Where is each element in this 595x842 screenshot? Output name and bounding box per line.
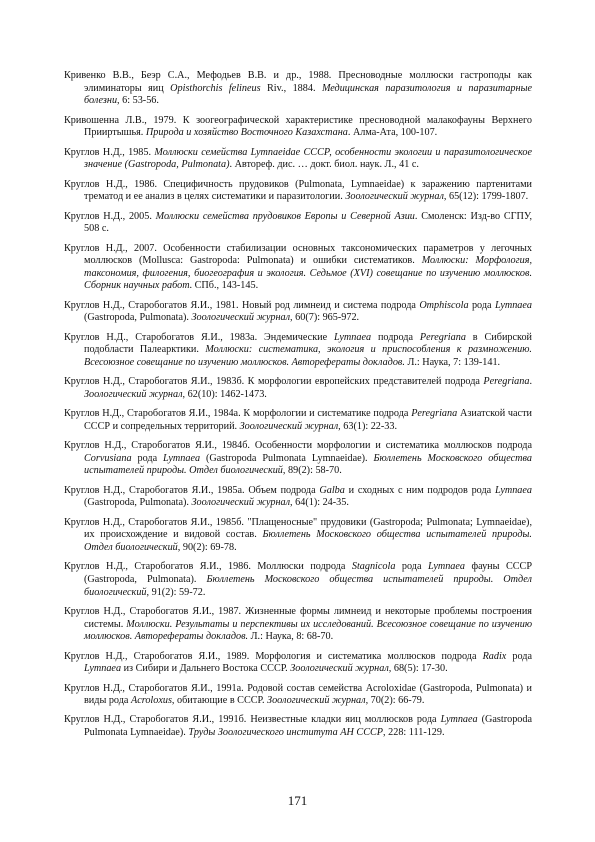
reference-italic-text: Acroloxus: [130, 695, 172, 707]
reference-text: , 89(2): 58-70.: [282, 465, 342, 477]
reference-entry: [64, 440, 532, 478]
reference-italic-text: Моллюски. Результаты и перспективы их исследований. Всесоюзное совещание по изучению моллюсков. Авторефераты докладов.: [84, 618, 533, 643]
reference-entry: [64, 70, 532, 108]
reference-entry: [64, 683, 532, 708]
reference-entry: [64, 243, 532, 293]
reference-text: из Сибири и Дальнего Востока СССР.: [121, 663, 291, 675]
reference-text: Круглов Н.Д., Старобогатов Я.И., 1991а. Родовой состав семейства Acroloxidae (Gastropoda, Pulmonata) и виды рода: [64, 682, 532, 707]
reference-text: Круглов Н.Д., Старобогатов Я.И., 1981. Новый род лимнеид и система подрода: [64, 299, 420, 311]
reference-text: Круглов Н.Д., Старобогатов Я.И., 1989. Морфология и систематика моллюсков подрода: [64, 650, 483, 662]
reference-text: в Сибирской подобласти Палеарктики.: [84, 331, 532, 356]
reference-entry: [64, 211, 532, 236]
reference-italic-text: Lymnaea: [334, 331, 372, 343]
reference-italic-text: Lymnaea: [84, 663, 122, 675]
reference-entry: [64, 606, 532, 644]
reference-entry: [64, 517, 532, 555]
reference-text: (Gastropoda, Pulmonata).: [84, 312, 192, 324]
reference-italic-text: Моллюски семейства прудовиков Европы и Северной Азии: [155, 210, 415, 222]
reference-entry: [64, 115, 532, 140]
reference-italic-text: Зоологический журнал,: [239, 420, 341, 432]
reference-entry: [64, 147, 532, 172]
reference-italic-text: Lymnaea: [440, 714, 478, 726]
reference-text: , 65(12): 1799-1807.: [443, 191, 529, 203]
reference-text: . Алма-Ата, 100-107.: [347, 127, 438, 139]
reference-text: рода: [131, 452, 164, 464]
page-number: 171: [287, 793, 308, 808]
reference-text: . Смоленск: Изд-во СГПУ, 508 с.: [84, 210, 532, 235]
reference-text: Круглов Н.Д., 2005.: [64, 210, 156, 222]
reference-text: фауны СССР (Gastropoda, Pulmonata).: [84, 561, 533, 585]
reference-italic-text: Lymnaea: [494, 299, 532, 311]
reference-italic-text: Lymnaea: [163, 452, 201, 464]
reference-entry: [64, 485, 532, 510]
reference-italic-text: Зоологический журнал,: [191, 312, 293, 324]
reference-italic-text: Бюллетень Московского общества испытателей природы. Отдел биологический: [84, 573, 532, 598]
reference-text: , 6: 53-56.: [117, 95, 159, 107]
reference-entry: [64, 714, 532, 739]
reference-text: Кривенко В.В., Беэр С.А., Мефодьев В.В. и др., 1988. Пресноводные моллюски гастроподы как элиминаторы яиц: [64, 70, 532, 94]
reference-text: Круглов Н.Д., Старобогатов Я.И., 1987. Жизненные формы лимнеид и некоторые проблемы построения системы.: [64, 605, 532, 630]
reference-italic-text: Моллюски: систематика, экология и приспособления к размножению. Всесоюзное совещание по изучению моллюсков. Авторефераты докладов.: [84, 344, 532, 368]
reference-entry: [64, 332, 532, 370]
reference-italic-text: Peregriana: [419, 331, 466, 343]
reference-text: Азиатской части СССР и сопредельных территорий.: [84, 408, 532, 432]
reference-text: . Автореф. дис. … докт. биол. наук. Л., 41 с.: [229, 159, 419, 171]
reference-text: Круглов Н.Д., Старобогатов Я.И., 1983а. Эндемические: [64, 331, 335, 343]
reference-italic-text: Медицинская паразитология и паразитарные болезни: [84, 82, 532, 107]
reference-text: Круглов Н.Д., Старобогатов Я.И., 1984б. Особенности морфологии и систематика моллюсков подрода: [64, 440, 532, 452]
reference-text: , обитающие в СССР.: [171, 695, 268, 707]
reference-text: Круглов Н.Д., 2007. Особенности стабилизации основных таксономических параметров у легочных моллюсков (Mollusca: Gastropoda: Pulmonata) и ошибки систематиков.: [64, 242, 532, 267]
reference-italic-text: Зоологический журнал: [345, 191, 444, 203]
reference-italic-text: Lymnaea: [427, 561, 466, 573]
reference-italic-text: Corvusiana: [84, 452, 132, 464]
reference-italic-text: Бюллетень Московского общества испытателей природы. Отдел биологический: [84, 452, 532, 477]
reference-italic-text: Opisthorchis felineus: [170, 82, 261, 94]
reference-italic-text: Radix: [482, 650, 507, 662]
reference-text: 63(1): 22-33.: [340, 420, 398, 432]
reference-text: Riv., 1884.: [260, 82, 322, 94]
reference-text: 68(5): 17-30.: [391, 663, 448, 675]
reference-italic-text: Бюллетень Московского общества испытателей природы. Отдел биологический: [84, 529, 532, 553]
reference-italic-text: Omphiscola: [419, 299, 469, 311]
reference-italic-text: Lymnaea: [494, 484, 532, 496]
reference-italic-text: Моллюски: Морфология, таксономия, филогения, биогеография и экология. Седьмое (XVI) совещание по изучению моллюсков. Сборник научных работ: [84, 255, 532, 292]
reference-italic-text: Природа и хозяйство Восточного Казахстана: [145, 127, 348, 139]
reference-text: и сходных с ним подродов рода: [344, 484, 495, 496]
reference-text: , 62(10): 1462-1473.: [182, 388, 267, 400]
reference-entry: [64, 376, 532, 401]
reference-entry: [64, 651, 532, 676]
reference-text: рода: [468, 299, 495, 311]
reference-italic-text: Моллюски семейства Lymnaeidae СССР, особенности экологии и паразитологическое значение (Gastropoda, Pulmonata): [84, 146, 532, 171]
reference-italic-text: Зоологический журнал,: [290, 663, 392, 675]
reference-text: Л.: Наука, 7: 139-141.: [404, 356, 501, 368]
reference-italic-text: Stagnicola: [351, 561, 396, 573]
reference-text: (Gastropoda Pulmonata Lymnaeidae).: [200, 452, 374, 464]
reference-text: Круглов Н.Д., Старобогатов Я.И., 1985б. "Плащеносные" прудовики (Gastropoda; Pulmonata; Lymnaeidae), их происхождение и видовой состав.: [64, 516, 532, 541]
reference-italic-text: Peregriana: [411, 408, 458, 420]
reference-entry: [64, 179, 532, 204]
reference-text: (Gastropoda, Pulmonata).: [84, 497, 192, 509]
reference-text: рода: [506, 650, 532, 662]
reference-text: Круглов Н.Д., Старобогатов Я.И., 1991б. Неизвестные кладки яиц моллюсков рода: [64, 714, 441, 726]
reference-text: (Gastropoda Pulmonata Lymnaeidae).: [84, 714, 533, 739]
reference-text: 70(2): 66-79.: [368, 695, 425, 707]
reference-italic-text: Зоологический журнал: [84, 388, 183, 400]
reference-italic-text: Peregriana: [483, 376, 530, 388]
reference-entry: [64, 300, 532, 325]
reference-text: подрода: [371, 331, 420, 343]
reference-text: Круглов Н.Д., Старобогатов Я.И., 1986. Моллюски подрода: [64, 561, 352, 573]
reference-text: 64(1): 24-35.: [292, 497, 349, 509]
reference-text: . СПб., 143-145.: [189, 280, 259, 292]
reference-text: Л.: Наука, 8: 68-70.: [248, 631, 334, 643]
reference-italic-text: Galba: [319, 484, 345, 496]
reference-text: Круглов Н.Д., 1986. Специфичность прудовиков (Pulmonata, Lymnaeidae) к заражению партенитами трематод и ее анализ в целях систематики и паразитологии.: [64, 178, 532, 203]
reference-entry: [64, 561, 532, 599]
reference-italic-text: Зоологический журнал,: [191, 497, 293, 509]
reference-text: Круглов Н.Д., Старобогатов Я.И., 1985а. Объем подрода: [64, 484, 320, 496]
reference-text: рода: [395, 561, 428, 573]
reference-entry: [64, 408, 532, 433]
reference-text: Кривошенна Л.В., 1979. К зоогеографической характеристике пресноводной малакофауны Верхнего Прииртышья.: [64, 114, 532, 139]
reference-text: , 90(2): 69-78.: [177, 541, 237, 553]
reference-italic-text: Зоологический журнал,: [267, 695, 369, 707]
reference-list: [64, 70, 532, 746]
reference-text: Круглов Н.Д., 1985.: [64, 146, 155, 158]
reference-text: Круглов Н.Д., Старобогатов Я.И., 1984а. К морфологии и систематике подрода: [64, 408, 412, 420]
reference-text: Круглов Н.Д., Старобогатов Я.И., 1983б. К морфологии европейских представителей подрода: [64, 376, 484, 388]
reference-text: , 91(2): 59-72.: [146, 586, 206, 598]
reference-text: , 228: 111-129.: [383, 727, 445, 739]
reference-italic-text: Труды Зоологического института АН СССР: [188, 727, 384, 739]
reference-text: .: [529, 376, 532, 388]
reference-text: 60(7): 965-972.: [292, 312, 360, 324]
